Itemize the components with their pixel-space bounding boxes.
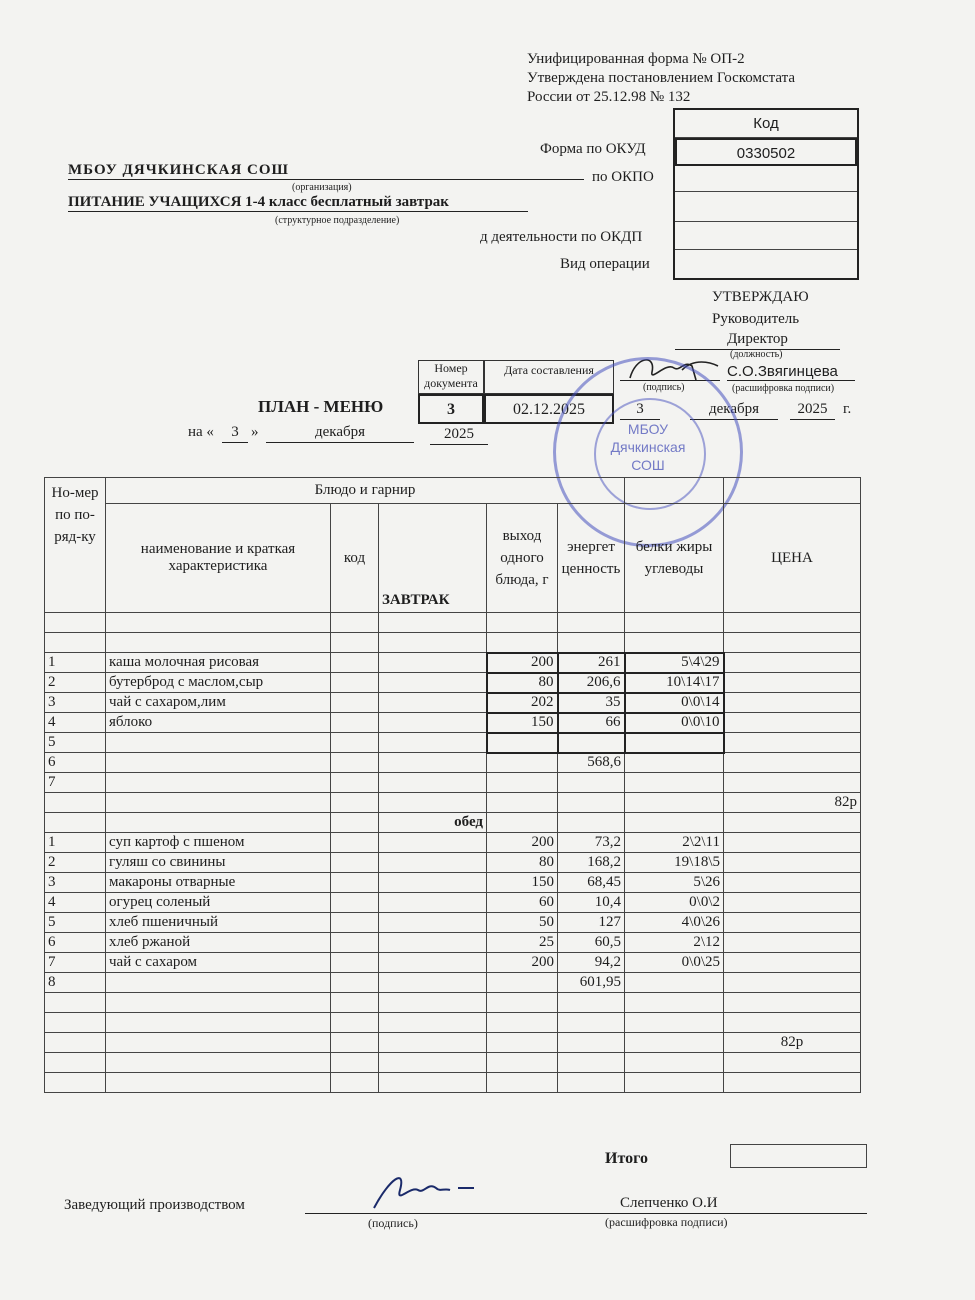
approval-position: Директор xyxy=(675,330,840,350)
dish-price xyxy=(724,693,861,713)
row-number: 5 xyxy=(45,733,106,753)
table-row xyxy=(45,933,861,953)
okud-label: Форма по ОКУД xyxy=(540,141,646,157)
dish-code xyxy=(331,673,379,693)
dish-meal xyxy=(379,913,487,933)
dish-meal xyxy=(379,933,487,953)
dish-meal xyxy=(379,833,487,853)
footer-name: Слепченко О.И xyxy=(620,1195,718,1211)
dish-meal xyxy=(379,673,487,693)
dish-name: хлеб пшеничный xyxy=(106,913,331,933)
dish-energy: 66 xyxy=(558,713,625,733)
dish-code xyxy=(331,713,379,733)
okdp-value xyxy=(675,222,857,250)
row-number: 1 xyxy=(45,833,106,853)
footer-name-caption: (расшифровка подписи) xyxy=(605,1215,728,1229)
dish-yield: 150 xyxy=(487,713,558,733)
dish-yield xyxy=(487,753,558,773)
dish-bzu: 5\4\29 xyxy=(625,653,724,673)
dish-name: яблоко xyxy=(106,713,331,733)
menu-table xyxy=(44,477,861,1093)
col-code-header: код xyxy=(331,504,379,613)
row-number: 3 xyxy=(45,693,106,713)
breakfast-price: 82р xyxy=(724,793,861,813)
col-energy-header: энергет ценность xyxy=(558,504,625,613)
dish-name: огурец соленый xyxy=(106,893,331,913)
approval-month: декабря xyxy=(690,400,778,420)
form-header-line: Утверждена постановлением Госкомстата xyxy=(527,70,796,86)
dish-bzu xyxy=(625,753,724,773)
dish-energy: 73,2 xyxy=(558,833,625,853)
stamp-text: Дячкинская xyxy=(610,439,686,455)
approval-position-caption: (должность) xyxy=(730,349,783,360)
table-row xyxy=(45,773,861,793)
footer-signature xyxy=(370,1168,480,1212)
approval-name-caption: (расшифровка подписи) xyxy=(732,383,835,394)
row-number: 8 xyxy=(45,973,106,993)
dish-name xyxy=(106,733,331,753)
row-number: 6 xyxy=(45,753,106,773)
division-caption: (структурное подразделение) xyxy=(275,215,400,226)
dish-meal xyxy=(379,653,487,673)
table-row xyxy=(45,913,861,933)
approval-signature-caption: (подпись) xyxy=(643,382,685,393)
dish-yield: 25 xyxy=(487,933,558,953)
table-row xyxy=(45,953,861,973)
dish-bzu xyxy=(625,973,724,993)
dish-code xyxy=(331,933,379,953)
col-meal-header: ЗАВТРАК xyxy=(379,504,487,613)
dish-code xyxy=(331,873,379,893)
dish-code xyxy=(331,733,379,753)
dish-code xyxy=(331,693,379,713)
col-yield-header: выход одного блюда, г xyxy=(487,504,558,613)
okpo-label: по ОКПО xyxy=(592,169,654,185)
total-label: Итого xyxy=(605,1150,648,1167)
dish-yield: 200 xyxy=(487,653,558,673)
stamp-text: МБОУ xyxy=(627,421,669,437)
organization-name: МБОУ ДЯЧКИНСКАЯ СОШ xyxy=(68,162,584,180)
dish-yield: 202 xyxy=(487,693,558,713)
dish-price xyxy=(724,973,861,993)
dish-energy xyxy=(558,773,625,793)
code-title: Код xyxy=(675,110,857,138)
dish-price xyxy=(724,933,861,953)
dish-yield: 60 xyxy=(487,893,558,913)
col-bzu-header: белки жиры углеводы xyxy=(625,504,724,613)
table-row xyxy=(45,873,861,893)
dish-bzu: 2\12 xyxy=(625,933,724,953)
dish-code xyxy=(331,913,379,933)
dish-energy: 206,6 xyxy=(558,673,625,693)
okud-value: 0330502 xyxy=(675,138,857,166)
header-spacer xyxy=(724,478,861,504)
dish-name: хлеб ржаной xyxy=(106,933,331,953)
dish-price xyxy=(724,953,861,973)
lunch-label: обед xyxy=(379,813,487,833)
table-row xyxy=(45,893,861,913)
row-number: 7 xyxy=(45,773,106,793)
table-row xyxy=(45,833,861,853)
dish-energy: 68,45 xyxy=(558,873,625,893)
form-header-line: Унифицированная форма № ОП-2 xyxy=(527,51,745,67)
doc-date-label: Дата составления xyxy=(484,360,614,394)
col-name-header: наименование и краткая характеристика xyxy=(106,504,331,613)
for-mid: » xyxy=(251,424,259,440)
col-number-header: Но-мер по по-ряд-ку xyxy=(45,478,106,613)
dish-energy: 601,95 xyxy=(558,973,625,993)
footer-signature-caption: (подпись) xyxy=(368,1216,418,1230)
dish-price xyxy=(724,833,861,853)
row-number: 6 xyxy=(45,933,106,953)
dish-name: гуляш со свинины xyxy=(106,853,331,873)
dish-price xyxy=(724,873,861,893)
empty-code-cell xyxy=(675,192,857,222)
dish-meal xyxy=(379,773,487,793)
total-value xyxy=(730,1144,867,1168)
for-year: 2025 xyxy=(430,425,488,445)
dish-name xyxy=(106,773,331,793)
dish-name: чай с сахаром,лим xyxy=(106,693,331,713)
row-number: 2 xyxy=(45,853,106,873)
dish-price xyxy=(724,893,861,913)
doc-number: 3 xyxy=(418,394,484,424)
dish-price xyxy=(724,653,861,673)
row-number: 2 xyxy=(45,673,106,693)
dish-code xyxy=(331,753,379,773)
dish-meal xyxy=(379,853,487,873)
dish-energy: 94,2 xyxy=(558,953,625,973)
approval-year: 2025 xyxy=(790,400,835,420)
for-prefix: на « xyxy=(188,424,214,440)
dish-bzu xyxy=(625,733,724,753)
dish-code xyxy=(331,953,379,973)
dish-code xyxy=(331,853,379,873)
dish-name: чай с сахаром xyxy=(106,953,331,973)
dish-bzu: 0\0\10 xyxy=(625,713,724,733)
dish-price xyxy=(724,913,861,933)
dish-group-header: Блюдо и гарнир xyxy=(106,478,625,504)
dish-name xyxy=(106,973,331,993)
dish-meal xyxy=(379,713,487,733)
dish-meal xyxy=(379,953,487,973)
for-month: декабря xyxy=(266,423,414,443)
dish-bzu: 4\0\26 xyxy=(625,913,724,933)
table-row xyxy=(45,713,861,733)
dish-energy: 127 xyxy=(558,913,625,933)
dish-bzu: 2\2\11 xyxy=(625,833,724,853)
dish-yield xyxy=(487,733,558,753)
table-row xyxy=(45,973,861,993)
dish-meal xyxy=(379,893,487,913)
doc-number-label: Номер документа xyxy=(418,360,484,394)
dish-meal xyxy=(379,693,487,713)
row-number: 1 xyxy=(45,653,106,673)
doc-date: 02.12.2025 xyxy=(484,394,614,424)
approval-name: С.О.Звягинцева xyxy=(727,363,855,381)
okdp-label: д деятельности по ОКДП xyxy=(480,229,643,245)
lunch-rows xyxy=(45,833,861,993)
dish-yield: 200 xyxy=(487,953,558,973)
dish-bzu: 0\0\2 xyxy=(625,893,724,913)
dish-meal xyxy=(379,733,487,753)
row-number: 5 xyxy=(45,913,106,933)
form-header xyxy=(527,50,795,107)
table-row xyxy=(45,733,861,753)
division-name: ПИТАНИЕ УЧАЩИХСЯ 1-4 класс бесплатный завтрак xyxy=(68,194,528,212)
dish-bzu: 19\18\5 xyxy=(625,853,724,873)
dish-yield: 80 xyxy=(487,853,558,873)
dish-code xyxy=(331,973,379,993)
breakfast-rows xyxy=(45,653,861,793)
dish-energy: 568,6 xyxy=(558,753,625,773)
lunch-price: 82р xyxy=(724,1033,861,1053)
for-day: 3 xyxy=(222,423,248,443)
document-title: ПЛАН - МЕНЮ xyxy=(258,397,384,416)
approval-day: 3 xyxy=(620,400,660,420)
dish-price xyxy=(724,733,861,753)
footer-role: Заведующий производством xyxy=(64,1197,245,1213)
row-number: 3 xyxy=(45,873,106,893)
table-row xyxy=(45,853,861,873)
dish-bzu xyxy=(625,773,724,793)
table-row xyxy=(45,673,861,693)
okpo-value xyxy=(675,166,857,192)
dish-meal xyxy=(379,873,487,893)
dish-name xyxy=(106,753,331,773)
dish-name: бутерброд с маслом,сыр xyxy=(106,673,331,693)
dish-name: каша молочная рисовая xyxy=(106,653,331,673)
table-row xyxy=(45,693,861,713)
dish-name: суп картоф с пшеном xyxy=(106,833,331,853)
row-number: 4 xyxy=(45,893,106,913)
dish-yield xyxy=(487,973,558,993)
row-number: 4 xyxy=(45,713,106,733)
dish-energy: 168,2 xyxy=(558,853,625,873)
operation-value xyxy=(675,250,857,276)
table-row xyxy=(45,753,861,773)
dish-energy: 35 xyxy=(558,693,625,713)
dish-bzu: 0\0\25 xyxy=(625,953,724,973)
dish-code xyxy=(331,833,379,853)
dish-energy xyxy=(558,733,625,753)
dish-yield xyxy=(487,773,558,793)
approval-role: Руководитель xyxy=(712,311,800,327)
approval-year-suffix: г. xyxy=(843,401,852,417)
dish-bzu: 5\26 xyxy=(625,873,724,893)
dish-name: макароны отварные xyxy=(106,873,331,893)
code-box xyxy=(673,108,859,280)
organization-caption: (организация) xyxy=(292,182,352,193)
table-row xyxy=(45,653,861,673)
dish-price xyxy=(724,673,861,693)
approval-title: УТВЕРЖДАЮ xyxy=(712,289,809,305)
dish-energy: 60,5 xyxy=(558,933,625,953)
dish-bzu: 0\0\14 xyxy=(625,693,724,713)
dish-energy: 10,4 xyxy=(558,893,625,913)
dish-energy: 261 xyxy=(558,653,625,673)
operation-label: Вид операции xyxy=(560,256,650,272)
stamp-text: СОШ xyxy=(631,457,665,473)
header-spacer xyxy=(625,478,724,504)
footer-line xyxy=(305,1213,867,1214)
dish-yield: 80 xyxy=(487,673,558,693)
dish-yield: 50 xyxy=(487,913,558,933)
dish-code xyxy=(331,653,379,673)
dish-bzu: 10\14\17 xyxy=(625,673,724,693)
dish-code xyxy=(331,893,379,913)
row-number: 7 xyxy=(45,953,106,973)
dish-yield: 150 xyxy=(487,873,558,893)
dish-price xyxy=(724,713,861,733)
dish-code xyxy=(331,773,379,793)
dish-meal xyxy=(379,753,487,773)
dish-price xyxy=(724,753,861,773)
dish-meal xyxy=(379,973,487,993)
dish-price xyxy=(724,773,861,793)
dish-price xyxy=(724,853,861,873)
form-header-line: России от 25.12.98 № 132 xyxy=(527,89,691,105)
col-price-header: ЦЕНА xyxy=(724,504,861,613)
dish-yield: 200 xyxy=(487,833,558,853)
